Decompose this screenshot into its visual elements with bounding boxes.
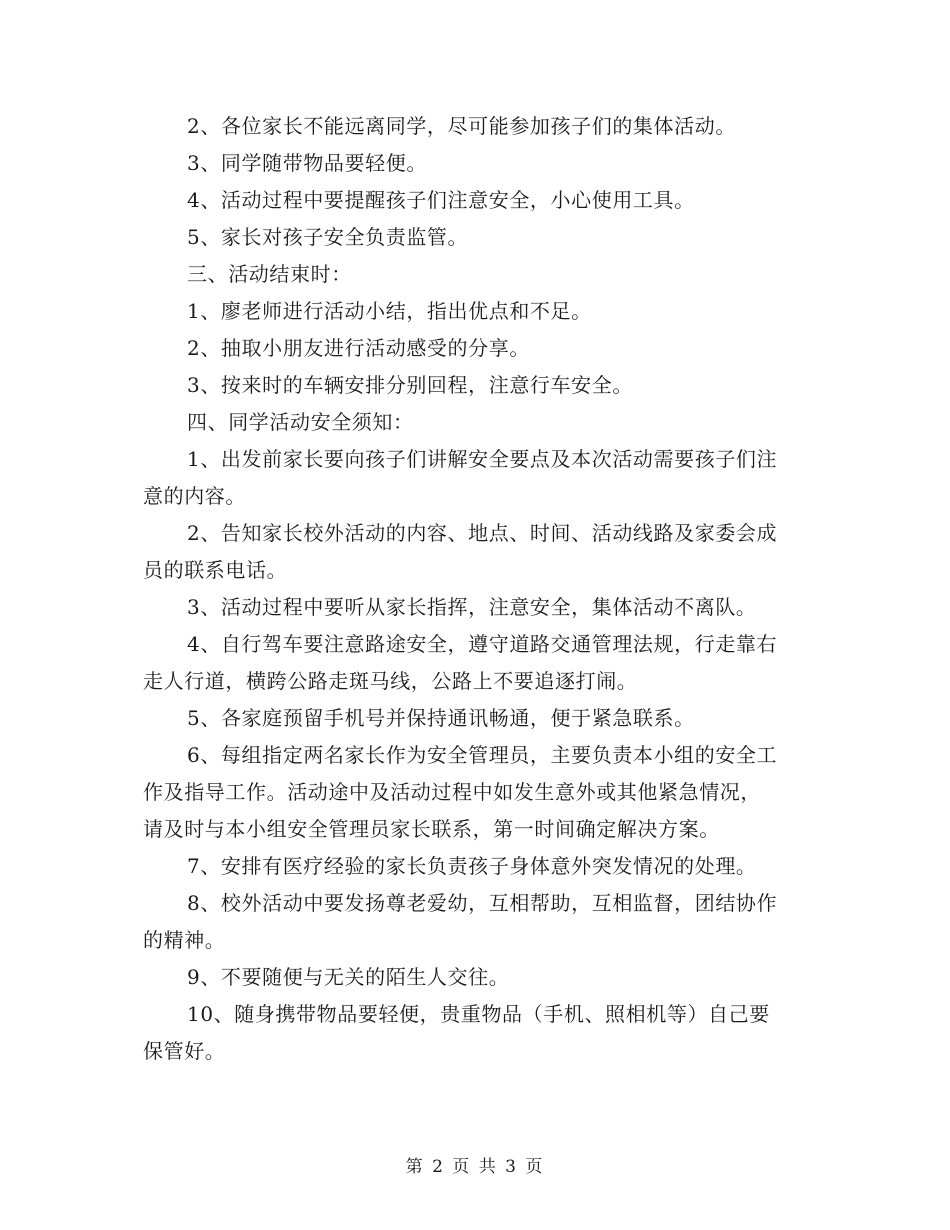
- text-line: 7、安排有医疗经验的家长负责孩子身体意外突发情况的处理。: [187, 854, 757, 878]
- text-line: 2、各位家长不能远离同学，尽可能参加孩子们的集体活动。: [187, 114, 736, 138]
- text-line: 5、各家庭预留手机号并保持通讯畅通，便于紧急联系。: [187, 706, 695, 730]
- text-line: 1、廖老师进行活动小结，指出优点和不足。: [187, 299, 592, 323]
- text-line: 9、不要随便与无关的陌生人交往。: [187, 965, 510, 989]
- page-number-footer: 第 2 页 共 3 页: [405, 1157, 545, 1177]
- text-line: 的精神。: [143, 928, 226, 952]
- text-line: 四、同学活动安全须知：: [187, 410, 414, 434]
- text-line: 3、按来时的车辆安排分别回程，注意行车安全。: [187, 373, 633, 397]
- document-body: [143, 108, 813, 1070]
- text-line: 2、抽取小朋友进行活动感受的分享。: [187, 336, 530, 360]
- text-line: 1、出发前家长要向孩子们讲解安全要点及本次活动需要孩子们注: [187, 447, 778, 471]
- text-line: 请及时与本小组安全管理员家长联系，第一时间确定解决方案。: [143, 817, 720, 841]
- text-line: 走人行道，横跨公路走斑马线，公路上不要追逐打闹。: [143, 669, 638, 693]
- text-line: 保管好。: [143, 1039, 226, 1063]
- text-line: 3、活动过程中要听从家长指挥，注意安全，集体活动不离队。: [187, 595, 757, 619]
- text-line: 4、活动过程中要提醒孩子们注意安全，小心使用工具。: [187, 188, 695, 212]
- text-line: 6、每组指定两名家长作为安全管理员，主要负责本小组的安全工: [187, 743, 778, 767]
- text-line: 3、同学随带物品要轻便。: [187, 151, 427, 175]
- text-line: 4、自行驾车要注意路途安全，遵守道路交通管理法规，行走靠右: [187, 632, 778, 656]
- text-line: 三、活动结束时：: [187, 262, 352, 286]
- text-line: 5、家长对孩子安全负责监管。: [187, 225, 469, 249]
- text-line: 意的内容。: [143, 484, 246, 508]
- text-line: 2、告知家长校外活动的内容、地点、时间、活动线路及家委会成: [187, 521, 778, 545]
- text-line: 员的联系电话。: [143, 558, 288, 582]
- text-line: 作及指导工作。活动途中及活动过程中如发生意外或其他紧急情况，: [143, 780, 761, 804]
- text-line: 10、随身携带物品要轻便，贵重物品（手机、照相机等）自己要: [187, 1002, 770, 1026]
- text-line: 8、校外活动中要发扬尊老爱幼，互相帮助，互相监督，团结协作: [187, 891, 778, 915]
